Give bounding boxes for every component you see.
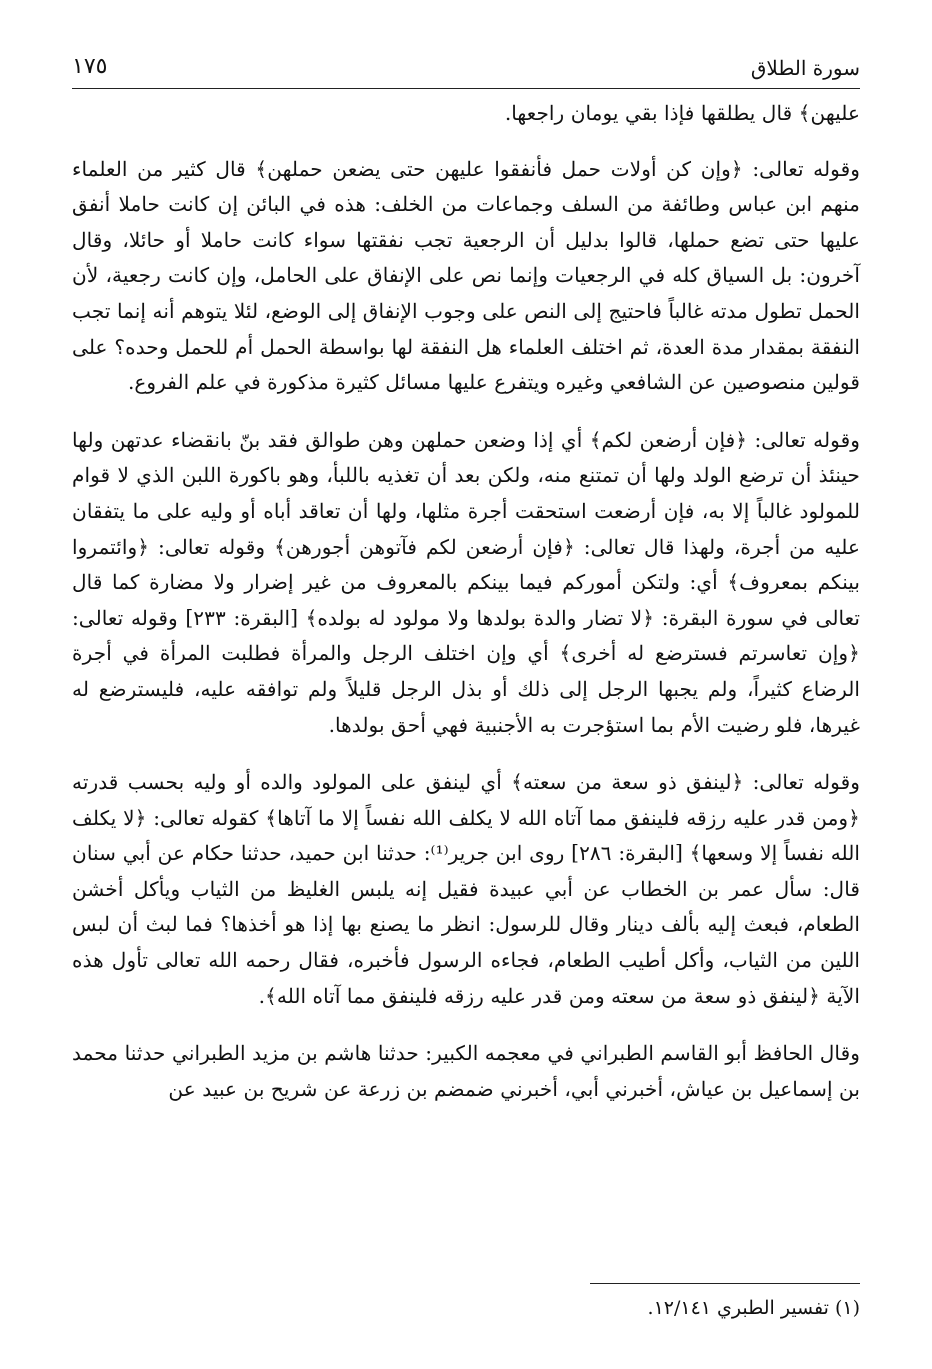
- surah-title: سورة الطلاق: [750, 56, 860, 80]
- page-header: [72, 52, 860, 89]
- paragraph: وقوله تعالى: ﴿لينفق ذو سعة من سعته﴾ أي لينفق على المولود والده أو وليه بحسب قدرته ﴿ومن قدر عليه رزقه فلينفق مما آتاه الله لا يكلف الله نفساً إلا ما آتاها﴾ كقوله تعالى: ﴿لا يكلف الله نفساً إلا وسعها﴾ [البقرة: ٢٨٦] روى ابن جرير⁽¹⁾: حدثنا ابن حميد، حدثنا حكام عن أبي سنان قال: سأل عمر بن الخطاب عن أبي عبيدة فقيل إنه يلبس الغليظ من الثياب ويأكل أخشن الطعام، فبعث إليه بألف دينار وقال للرسول: انظر ما يصنع بها إذا هو أخذها؟ فما لبث أن لبس اللين من الثياب، وأكل أطيب الطعام، فجاءه الرسول فأخبره، فقال رحمه الله تعالى تأول هذه الآية ﴿لينفق ذو سعة من سعته ومن قدر عليه رزقه فلينفق مما آتاه الله﴾.: [72, 770, 860, 1008]
- paragraph: وقوله تعالى: ﴿فإن أرضعن لكم﴾ أي إذا وضعن حملهن وهن طوالق فقد بنّ بانقضاء عدتهن ولها حينئذ أن ترضع الولد ولها أن تمتنع منه، ولكن بعد أن تغذيه باللبأ، وهو باكورة اللبن الذي لا قوام للمولود غالباً إلا به، فإن أرضعت استحقت أجرة مثلها، ولها أن تعاقد أباه أو وليه على ما يتفقان عليه من أجرة، ولهذا قال تعالى: ﴿فإن أرضعن لكم فآتوهن أجورهن﴾ وقوله تعالى: ﴿وائتمروا بينكم بمعروف﴾ أي: ولتكن أموركم فيما بينكم بالمعروف من غير إضرار ولا مضارة كما قال تعالى في سورة البقرة: ﴿لا تضار والدة بولدها ولا مولود له بولده﴾ [البقرة: ٢٣٣] وقوله تعالى: ﴿وإن تعاسرتم فسترضع له أخرى﴾ أي وإن اختلف الرجل والمرأة فطلبت المرأة في أجرة الرضاع كثيراً، ولم يجبها الرجل إلى ذلك أو بذل الرجل قليلاً ولم توافقه عليه، فليسترضع له غيرها، فلو رضيت الأم بما استؤجرت به الأجنبية فهي أحق بولدها.: [72, 427, 860, 737]
- footnote-divider: [590, 1283, 860, 1284]
- page-body: [72, 96, 860, 1129]
- paragraph: عليهن﴾ قال يطلقها فإذا بقي يومان راجعها.: [504, 101, 860, 125]
- page-number: ١٧٥: [72, 54, 108, 79]
- paragraph: وقوله تعالى: ﴿وإن كن أولات حمل فأنفقوا عليهن حتى يضعن حملهن﴾ قال كثير من العلماء منهم ابن عباس وطائفة من السلف وجماعات من الخلف: هذه في البائن إن كانت حاملا أنفق عليها حتى تضع حملها، قالوا بدليل أن الرجعية تجب نفقتها سواء كانت حاملا أو حائلا، وقال آخرون: بل السياق كله في الرجعيات وإنما نص على الإنفاق على الحامل، وإن كانت رجعية، لأن الحمل تطول مدته غالباً فاحتيج إلى النص على وجوب الإنفاق إلى الوضع، لئلا يتوهم أنه إنما تجب النفقة بمقدار مدة العدة، ثم اختلف العلماء هل النفقة لها بواسطة الحمل أم للحمل وحده؟ على قولين منصوصين عن الشافعي وغيره ويتفرع عليها مسائل كثيرة مذكورة في علم الفروع.: [72, 156, 860, 395]
- footnote: (١) تفسير الطبري ١٢/١٤١.: [647, 1297, 860, 1319]
- paragraph: وقال الحافظ أبو القاسم الطبراني في معجمه الكبير: حدثنا هاشم بن مزيد الطبراني حدثنا محمد بن إسماعيل بن عياش، أخبرني أبي، أخبرني ضمضم بن زرعة عن شريح بن عبيد عن: [72, 1041, 860, 1101]
